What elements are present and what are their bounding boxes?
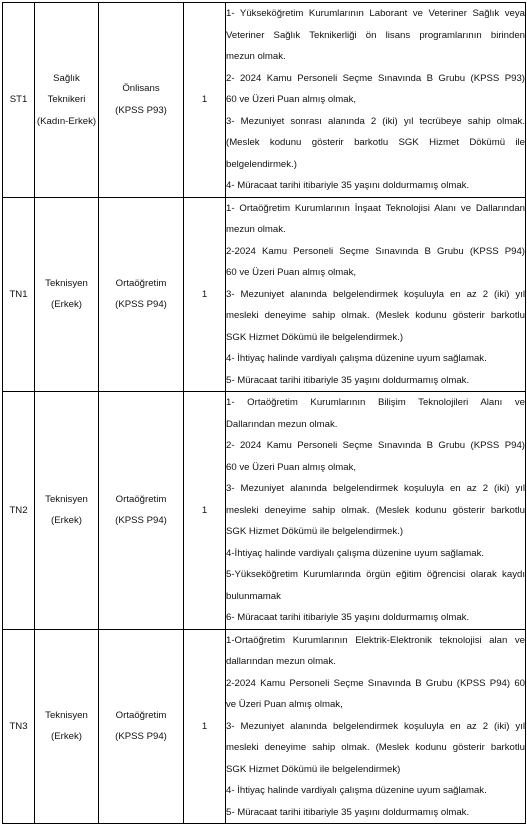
position-count-cell: 1 (184, 392, 226, 630)
requirements-table-body (3, 3, 526, 824)
condition-line: SGK Hizmet Dökümü ile belgelendirmek.) (226, 526, 404, 537)
condition-line: 60 ve Üzeri Puan almış olmak, (226, 267, 357, 278)
position-code-cell: TN1 (3, 197, 35, 392)
condition-line: 5-Yükseköğretim Kurumlarında örgün eğitim öğrencisi olarak kaydı (226, 569, 525, 580)
condition-line: 60 ve Üzeri Puan almış olmak, (226, 461, 357, 473)
condition-line: (Meslek kodunu gösterir barkotlu SGK Hizmet Dökümü ile (226, 137, 525, 148)
condition-line: mesleki deneyime sahip olmak. (Meslek kodunu gösterir barkotlu (226, 742, 525, 753)
position-title-line: Teknisyen (45, 493, 88, 505)
position-title-cell (35, 3, 99, 198)
position-title-cell (35, 629, 99, 824)
education-level-cell (99, 629, 184, 824)
condition-line: 4- Müracaat tarihi itibariyle 35 yaşını doldurmamış olmak. (226, 180, 470, 191)
conditions-cell (226, 629, 526, 824)
position-row (3, 629, 526, 824)
condition-line: 3- Mezuniyet alanında belgelendirmek koşuluyla en az 2 (iki) yıl (226, 720, 525, 732)
position-code-cell: ST1 (3, 3, 35, 198)
position-row (3, 197, 526, 392)
condition-line: 1- Ortaöğretim Kurumlarının Bilişim Teknolojileri Alanı ve (226, 397, 525, 408)
position-code-cell: TN3 (3, 629, 35, 824)
condition-line: Dallarından mezun olmak. (226, 418, 338, 430)
condition-line: 2- 2024 Kamu Personeli Seçme Sınavında B Grubu (KPSS P93) (226, 72, 525, 84)
position-code-cell: TN2 (3, 392, 35, 630)
position-count-cell: 1 (184, 629, 226, 824)
condition-line: SGK Hizmet Dökümü ile belgelendirmek.) (226, 331, 404, 343)
condition-line: belgelendirmek.) (226, 158, 297, 170)
position-count-cell: 1 (184, 3, 226, 198)
education-level-line: (KPSS P94) (115, 731, 167, 743)
condition-line: ve Üzeri Puan almış olmak, (226, 699, 343, 710)
position-title-line: Teknisyen (45, 709, 88, 721)
condition-line: 4- İhtiyaç halinde vardiyalı çalışma düzenine uyum sağlamak. (226, 353, 487, 364)
education-level-cell (99, 392, 184, 630)
condition-line: 1- Ortaöğretim Kurumlarının İnşaat Teknolojisi Alanı ve Dallarından (226, 202, 525, 214)
position-title-line: (Erkek) (51, 299, 82, 311)
position-title-line: Sağlık (53, 72, 80, 84)
condition-line: mesleki deneyime sahip olmak. (Meslek kodunu gösterir barkotlu (226, 310, 525, 321)
condition-line: 2- 2024 Kamu Personeli Seçme Sınavında B Grubu (KPSS P94) (226, 440, 525, 451)
education-level-line: (KPSS P94) (115, 299, 167, 311)
education-level-cell (99, 197, 184, 392)
conditions-cell (226, 197, 526, 392)
education-level-line: Önlisans (122, 83, 160, 95)
condition-line: dallarından mezun olmak. (226, 656, 336, 667)
education-level-line: (KPSS P93) (115, 104, 167, 116)
position-title-cell (35, 197, 99, 392)
condition-line: bulunmamak (226, 590, 281, 602)
condition-line: 60 ve Üzeri Puan almış olmak, (226, 94, 357, 105)
position-title-line: (Erkek) (51, 731, 82, 743)
condition-line: 5- Müracaat tarihi itibariyle 35 yaşını doldurmamış olmak. (226, 806, 470, 818)
condition-line: 2-2024 Kamu Personeli Seçme Sınavında B Grubu (KPSS P94) 60 (226, 677, 525, 689)
position-row (3, 392, 526, 630)
condition-line: 3- Mezuniyet alanında belgelendirmek koşuluyla en az 2 (iki) yıl (226, 483, 525, 494)
condition-line: Veteriner Sağlık Teknikerliği ön lisans programlarının birinden (226, 29, 525, 41)
position-title-line: Teknikeri (47, 94, 86, 105)
position-title-cell (35, 392, 99, 630)
education-level-line: Ortaöğretim (115, 493, 167, 505)
conditions-cell (226, 392, 526, 630)
condition-line: 6- Müracaat tarihi itibariyle 35 yaşını doldurmamış olmak. (226, 612, 470, 623)
condition-line: mezun olmak. (226, 224, 286, 235)
condition-line: 4-İhtiyaç halinde vardiyalı çalışma düzenine uyum sağlamak. (226, 547, 485, 559)
conditions-cell (226, 3, 526, 198)
education-level-line: (KPSS P94) (115, 515, 167, 527)
education-level-line: Ortaöğretim (115, 709, 167, 721)
condition-line: 2-2024 Kamu Personeli Seçme Sınavında B Grubu (KPSS P94) (226, 245, 525, 257)
requirements-table (2, 2, 526, 824)
condition-line: mesleki deneyime sahip olmak. (Meslek kodunu gösterir barkotlu (226, 504, 525, 516)
position-title-line: Teknisyen (45, 277, 88, 289)
position-title-line: (Kadın-Erkek) (36, 115, 97, 127)
position-row (3, 3, 526, 198)
condition-line: mezun olmak. (226, 51, 286, 62)
condition-line: 1-Ortaöğretim Kurumlarının Elektrik-Elektronik teknolojisi alan ve (226, 634, 525, 646)
condition-line: 5- Müracaat tarihi itibariyle 35 yaşını doldurmamış olmak. (226, 374, 470, 386)
condition-line: 4- İhtiyaç halinde vardiyalı çalışma düzenine uyum sağlamak. (226, 785, 487, 796)
condition-line: 3- Mezuniyet sonrası alanında 2 (iki) yıl tecrübeye sahip olmak. (226, 115, 525, 127)
position-count-cell: 1 (184, 197, 226, 392)
condition-line: SGK Hizmet Dökümü ile belgelendirmek) (226, 763, 401, 775)
condition-line: 1- Yükseköğretim Kurumlarının Laborant ve Veteriner Sağlık veya (226, 8, 525, 19)
education-level-line: Ortaöğretim (115, 277, 167, 289)
condition-line: 3- Mezuniyet alanında belgelendirmek koşuluyla en az 2 (iki) yıl (226, 288, 525, 300)
position-title-line: (Erkek) (51, 515, 82, 527)
education-level-cell (99, 3, 184, 198)
